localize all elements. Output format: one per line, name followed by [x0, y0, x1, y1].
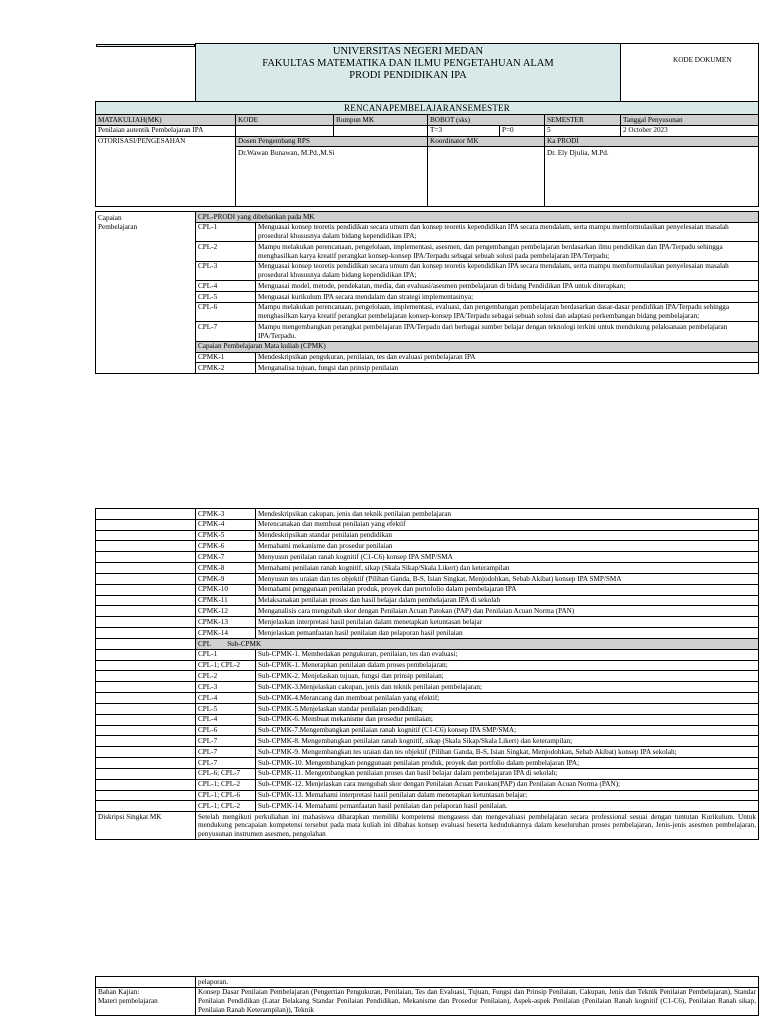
row-code: CPL-6; CPL-7 [196, 768, 256, 779]
row-code: CPL-1; CPL-6 [196, 790, 256, 801]
row-label [96, 703, 196, 714]
semester-value: 5 [545, 125, 621, 136]
row-label [96, 606, 196, 617]
capaian-label: Capaian Pembelajaran [96, 212, 196, 374]
sub-cpmk-row [96, 747, 759, 758]
deskripsi-row [96, 812, 759, 840]
row-text: Menguasai konsep teoretis pendidikan secara umum dan konsep teoretis kependidikan IPA secara mendalam, serta mampu memformulasikan penyelesaian masalah prosedural khususnya dalam bidang kependidikan IPA; [256, 222, 759, 241]
cpl-row [96, 292, 759, 303]
row-label [96, 509, 196, 520]
row-code: CPMK-10 [196, 584, 256, 595]
sub-header-cpl: CPL [198, 639, 212, 648]
university-logo [96, 44, 196, 47]
cpl-row [96, 261, 759, 280]
row-text: Mampu melakukan perencanaan, pengelolaan, implementasi, asesmen, dan pengembangan pembelajaran berdasarkan ilmu pendidikan dan IPA/Terpadu sehingga menghasilkan karya kreatif perangkat konsep-konsep IPA/Terpadu sebagai sebuah solusi pada pembelajaran IPA/Terpadu; [256, 242, 759, 261]
sub-cpmk-header [196, 638, 759, 649]
row-text: Sub-CPMK-3.Menjelaskan cakupan, jenis dan teknik penilaian pembelajaran; [256, 682, 759, 693]
row-text: Merencanakan dan membuat penilaian yang efektif [256, 519, 759, 530]
page-1 [0, 0, 768, 420]
cpmk-row [96, 363, 759, 374]
row-label [96, 736, 196, 747]
row-label [96, 563, 196, 574]
sub-cpmk-row [96, 758, 759, 769]
row-label [96, 779, 196, 790]
row-label [96, 758, 196, 769]
bobot-p: P=0 [500, 125, 545, 136]
row-label [96, 790, 196, 801]
row-label [96, 714, 196, 725]
cpmk-table [95, 508, 759, 840]
row-code: CPL-7 [196, 736, 256, 747]
row-text: Memahami mekanisme dan prosedur penilaian [256, 541, 759, 552]
kode-value [236, 125, 334, 136]
row-code: CPL-3 [196, 682, 256, 693]
row-code: CPMK-8 [196, 563, 256, 574]
row-code: CPL-5 [196, 703, 256, 714]
row-code: CPL-2 [196, 242, 256, 261]
row-text: Sub-CPMK-5.Menjelaskan standar penilaian pendidikan; [256, 703, 759, 714]
row-text: Sub-CPMK-1. Menerapkan penilaian dalam proses pembelajaran; [256, 660, 759, 671]
row-text: Sub-CPMK-6. Membuat mekanisme dan prosedur penilaian; [256, 714, 759, 725]
row-code: CPL-1 [196, 222, 256, 241]
cpl-row [96, 302, 759, 321]
desc-continuation: pelaporan. [196, 977, 759, 988]
cont-label [96, 977, 196, 988]
bobot-t: T=3 [428, 125, 500, 136]
cpmk-row [96, 541, 759, 552]
header-title [196, 44, 621, 102]
row-label [96, 617, 196, 628]
cpl-prodi-header: CPL-PRODI yang dibebankan pada MK [196, 212, 759, 223]
row-text: Sub-CPMK-7.Mengembangkan penilaian ranah kognitif (C1-C6) konsep IPA SMP/SMA; [256, 725, 759, 736]
row-text: Sub-CPMK-12. Menjelaskan cara mengubah skor dengan Penilaian Acuan Patokan(PAP) dan Penilaian Acuan Norma (PAN); [256, 779, 759, 790]
koordinator-name [428, 147, 545, 207]
sub-cpmk-row [96, 693, 759, 704]
row-label [96, 628, 196, 639]
sub-header-subcpmk: Sub-CPMK [227, 639, 262, 648]
row-code: CPL-1; CPL-2 [196, 660, 256, 671]
sub-cpmk-row [96, 801, 759, 812]
cpmk-row [96, 509, 759, 520]
page-3 [0, 976, 768, 1024]
row-text: Sub-CPMK-4.Merancang dan membuat penilaian yang efektif; [256, 693, 759, 704]
rumpun-value [334, 125, 428, 136]
row-code: CPL-7 [196, 747, 256, 758]
row-text: Menguasai kurikulum IPA secara mendalam dan strategi implementasinya; [256, 292, 759, 303]
cpmk-row [96, 352, 759, 363]
row-text: Memahami penilaian ranah kognitif, sikap (Skala Sikap/Skala Likert) dan keterampilan [256, 563, 759, 574]
cpmk-row [96, 595, 759, 606]
cpmk-row [96, 552, 759, 563]
sub-cpmk-row [96, 768, 759, 779]
sub-cpmk-row [96, 779, 759, 790]
row-code: CPMK-6 [196, 541, 256, 552]
row-text: Sub-CPMK-8. Mengembangkan penilaian ranah kognitif, sikap (Skala Sikap/Skala Likert) dan keterampilan; [256, 736, 759, 747]
rumpun-header: Rumpun MK [334, 115, 428, 126]
cpmk-row [96, 573, 759, 584]
cpmk-row [96, 563, 759, 574]
kode-dokumen: KODE DOKUMEN [621, 44, 759, 102]
sub-cpmk-row [96, 714, 759, 725]
row-code: CPMK-5 [196, 530, 256, 541]
tanggal-value: 2 October 2023 [621, 125, 759, 136]
row-text: Menyusun penilaian ranah kognitif (C1-C6) konsep IPA SMP/SMA [256, 552, 759, 563]
row-text: Mendeskripsikan pengukuran, penilaian, tes dan evaluasi pembelajaran IPA [256, 352, 759, 363]
row-code: CPMK-7 [196, 552, 256, 563]
row-text: Menganalisa tujuan, fungsi dan prinsip penilaian [256, 363, 759, 374]
cpmk-row [96, 519, 759, 530]
row-text: Sub-CPMK-9. Mengembangkan tes uraian dan tes objektif (Pilihan Ganda, B-S, Isian Singkat, Menjodohkan, Sebab Akibat) konsep IPA sekolah; [256, 747, 759, 758]
row-code: CPMK-14 [196, 628, 256, 639]
tanggal-header: Tanggal Penyusunan [621, 115, 759, 126]
row-label [96, 541, 196, 552]
row-text: Mampu mengembangkan perangkat pembelajaran IPA/Terpadu dari berbagai sumber belajar dengan teknologi terkini untuk mendukung pelaksanaan pembelajaran IPA/Terpadu. [256, 322, 759, 341]
cpmk-row [96, 617, 759, 628]
row-code: CPL-2 [196, 671, 256, 682]
dosen-name: Dr.Wawan Bunawan, M.Pd.,M.Si [236, 147, 428, 207]
semester-header: SEMESTER [545, 115, 621, 126]
row-label [96, 725, 196, 736]
kode-header: KODE [236, 115, 334, 126]
cpmk-row [96, 584, 759, 595]
row-label [96, 671, 196, 682]
sub-cpmk-row [96, 649, 759, 660]
row-text: Sub-CPMK-13. Memahami interpretasi hasil penilaian dalam menetapkan ketuntasan belajar; [256, 790, 759, 801]
row-text: Menganalisis cara mengubah skor dengan Penilaian Acuan Patokan (PAP) dan Penilaian Acuan Norma (PAN) [256, 606, 759, 617]
row-text: Menjelaskan interpretasi hasil penilaian dalam menetapkan ketuntasan belajar [256, 617, 759, 628]
row-text: Sub-CPMK-1. Membedakan pengukuran, penilaian, tes dan evaluasi; [256, 649, 759, 660]
row-code: CPL-3 [196, 261, 256, 280]
row-code: CPMK-11 [196, 595, 256, 606]
bahan-label: Bahan Kajian: Materi pembelajaran [96, 987, 196, 1015]
sub-cpmk-row [96, 682, 759, 693]
row-text: Sub-CPMK-2. Menjelaskan tujuan, fungsi dan prinsip penilaian; [256, 671, 759, 682]
sub-cpmk-row [96, 790, 759, 801]
mk-name: Penilaian autentik Pembelajaran IPA [96, 125, 236, 136]
row-code: CPL-6 [196, 725, 256, 736]
row-label [96, 584, 196, 595]
row-code: CPL-1; CPL-2 [196, 779, 256, 790]
cpl-table [95, 211, 759, 374]
kaprodi-header: Ka PRODI [545, 136, 759, 147]
row-text: Memahami penggunaan penilaian produk, proyek dan portofolio dalam pembelajaran IPA [256, 584, 759, 595]
bahan-table [95, 976, 759, 1016]
row-code: CPL-1; CPL-2 [196, 801, 256, 812]
row-label [96, 595, 196, 606]
rps-title: RENCANAPEMBELAJARANSEMESTER [96, 102, 759, 115]
row-text: Menguasai konsep teoretis pendidikan secara umum dan konsep teoretis kependidikan IPA secara mendalam, serta mampu memformulasikan penyelesaian masalah prosedural khususnya dalam bidang kependidikan IPA; [256, 261, 759, 280]
row-label [96, 693, 196, 704]
cpmk-header-row [96, 341, 759, 352]
row-code: CPL-6 [196, 302, 256, 321]
cpmk-header: Capaian Pembelajaran Mata kuliah (CPMK) [196, 341, 759, 352]
bahan-text: Konsep Dasar Penilaian Pembelajaran (Pengertian Pengukuran, Penilaian, Tes dan Evaluasi, Tujuan, Fungsi dan Prinsip Penilaian, Cakupan, Jenis dan Teknik Penilaian Pembelajaran), Standar Penilaian Pendidikan (Latar Belakang Standar Penilaian Pendidikan, Mekanisme dan Prosedur Penilaian), Aspek-aspek Penilaian (Penilaian Ranah kognitif (C1-C6), Penilaian Ranah sikap, Penilaian Ranah Keterampilan)), Teknik [196, 987, 759, 1015]
faculty-name: FAKULTAS MATEMATIKA DAN ILMU PENGETAHUAN ALAM [262, 58, 554, 70]
mk-header: MATAKULIAH(MK) [96, 115, 236, 126]
page-2 [0, 508, 768, 908]
row-code: CPMK-3 [196, 509, 256, 520]
row-label [96, 552, 196, 563]
row-code: CPL-7 [196, 758, 256, 769]
koordinator-header: Koordinator MK [428, 136, 545, 147]
row-text: Menguasai model, metode, pendekatan, media, dan evaluasi/asesmen pembelajaran di bidang Pendidikan IPA untuk diterapkan; [256, 281, 759, 292]
dosen-header: Dosen Pengembang RPS [236, 136, 428, 147]
cpmk-row [96, 606, 759, 617]
row-text: Mendeskripsikan standar penilaian pendidikan [256, 530, 759, 541]
row-text: Melaksanakan penilaian proses dan hasil belajar dalam pembelajaran IPA di sekolah [256, 595, 759, 606]
row-text: Sub-CPMK-10. Mengembangkan penggunaan penilaian produk, proyek dan portfolio dalam pembelajaran IPA; [256, 758, 759, 769]
row-label [96, 519, 196, 530]
row-code: CPL-4 [196, 281, 256, 292]
row-code: CPMK-4 [196, 519, 256, 530]
row-label [96, 682, 196, 693]
row-code: CPMK-13 [196, 617, 256, 628]
otorisasi-label: OTORISASI/PENGESAHAN [96, 136, 236, 207]
cpmk-row [96, 628, 759, 639]
row-label [96, 638, 196, 649]
sub-cpmk-row [96, 736, 759, 747]
row-label [96, 747, 196, 758]
cpl-row [96, 222, 759, 241]
row-text: Sub-CPMK-14. Memahami pemanfaatan hasil penilaian dan pelaporan hasil penilaian. [256, 801, 759, 812]
row-code: CPL-1 [196, 649, 256, 660]
row-code: CPMK-1 [196, 352, 256, 363]
cpmk-row [96, 530, 759, 541]
row-text: Sub-CPMK-11. Mengembangkan penilaian proses dan hasil belajar dalam pembelajaran IPA di sekolah; [256, 768, 759, 779]
row-label [96, 573, 196, 584]
university-name: UNIVERSITAS NEGERI MEDAN [332, 46, 484, 57]
cpl-row [96, 242, 759, 261]
row-text: Mampu melakukan perencanaan, pengelolaan, implementasi, evaluasi, dan pengembangan pembelajaran berdasarkan dasar-dasar pendidikan IPA/Terpadu sehingga menghasilkan karya kreatif perangkat pembelajaran konsep-konsep IPA/Terpadu sebagai sebuah solusi dan adaptasi perkembangan bidang pembelajaran; [256, 302, 759, 321]
sub-cpmk-row [96, 703, 759, 714]
sub-cpmk-row [96, 725, 759, 736]
row-code: CPL-5 [196, 292, 256, 303]
row-text: Mendeskripsikan cakupan, jenis dan teknik penilaian pembelajaran [256, 509, 759, 520]
row-code: CPL-4 [196, 714, 256, 725]
sub-cpmk-header-row [96, 638, 759, 649]
row-label [96, 649, 196, 660]
row-code: CPMK-2 [196, 363, 256, 374]
row-code: CPMK-12 [196, 606, 256, 617]
row-label [96, 660, 196, 671]
row-text: Menyusun tes uraian dan tes objektif (Pilihan Ganda, B-S, Isian Singkat, Menjodohkan, Sebab Akibat) konsep IPA SMP/SMA [256, 573, 759, 584]
sub-cpmk-row [96, 660, 759, 671]
row-code: CPL-4 [196, 693, 256, 704]
row-code: CPMK-9 [196, 573, 256, 584]
deskripsi-label: Diskripsi Singkat MK [96, 812, 196, 840]
cpl-row [96, 281, 759, 292]
rps-header-table [95, 43, 759, 207]
deskripsi-text: Setelah mengikuti perkuliahan ini mahasiswa diharapkan memiliki kompetensi mengasess dan mengevaluasi pembelajaran secara professional sesuai dengan tuntutan Kurikulum. Untuk mendukung pencapaian kompetensi tersebut pada mata kuliah ini dibahas konsep evaluasi beserta kedudukannya dalam keseluruhan proses pembelajaran, Jenis-jenis asesmen pembelajaran, penyusunan instrumen asesmen, pengolahan [196, 812, 759, 840]
sub-cpmk-row [96, 671, 759, 682]
row-label [96, 801, 196, 812]
row-label [96, 530, 196, 541]
cpl-row [96, 322, 759, 341]
bobot-header: BOBOT (sks) [428, 115, 545, 126]
kaprodi-name: Dr. Ely Djulia, M.Pd. [545, 147, 759, 207]
row-text: Menjelaskan pemanfaatan hasil penilaian dan pelaporan hasil penilaian [256, 628, 759, 639]
row-label [96, 768, 196, 779]
row-code: CPL-7 [196, 322, 256, 341]
prodi-name: PRODI PENDIDIKAN IPA [349, 70, 467, 82]
